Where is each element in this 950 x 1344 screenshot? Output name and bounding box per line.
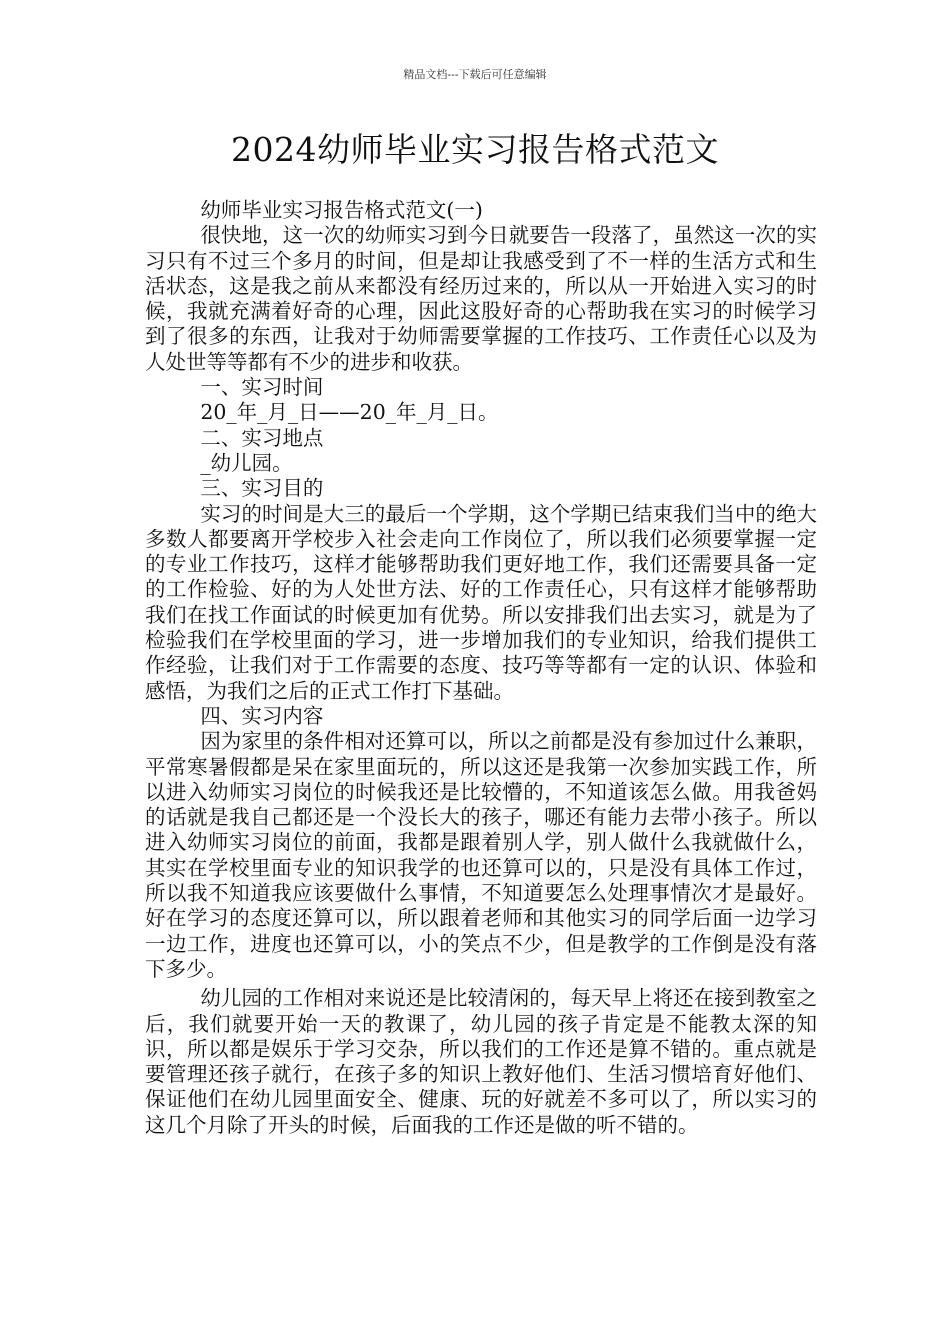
content-paragraph: 因为家里的条件相对还算可以，所以之前都是没有参加过什么兼职，平常寒暑假都是呆在家里面玩的，所以这还是我第一次参加实践工作，所以进入幼师实习岗位的时候我还是比较懵的，不知道该怎么做。用我爸妈的话就是我自己都还是一个没长大的孩子，哪还有能力去带小孩子。所以进入幼师实习岗位的前面，我都是跟着别人学，别人做什么我就做什么，其实在学校里面专业的知识我学的也还算可以的，只是没有具体工作过，所以我不知道我应该要做什么事情，不知道要怎么处理事情次才是最好。好在学习的态度还算可以，所以跟着老师和其他实习的同学后面一边学习一边工作，进度也还算可以，小的笑点不少，但是教学的工作倒是没有落下多少。 — [145, 729, 817, 981]
section-heading-content: 四、实习内容 — [200, 703, 324, 728]
section-heading-time: 一、实习时间 — [200, 375, 324, 400]
place-paragraph: _幼儿园。 — [200, 450, 293, 475]
time-paragraph: 20_年_月_日——20_年_月_日。 — [200, 400, 499, 425]
document-body — [145, 198, 817, 1138]
intro-paragraph: 很快地，这一次的幼师实习到今日就要告一段落了，虽然这一次的实习只有不过三个多月的时间，但是却让我感受到了不一样的生活方式和生活状态，这是我之前从来都没有经历过来的，所以从一开始进入实习的时候，我就充满着好奇的心理，因此这股好奇的心帮助我在实习的时候学习到了很多的东西，让我对于幼师需要掌握的工作技巧、工作责任心以及为人处世等等都有不少的进步和收获。 — [145, 223, 817, 374]
header-note: 精品文档---下载后可任意编辑 — [403, 68, 547, 81]
document-title: 2024幼师毕业实习报告格式范文 — [231, 130, 719, 169]
content-paragraph-2: 幼儿园的工作相对来说还是比较清闲的，每天早上将还在接到教室之后，我们就要开始一天的教课了，幼儿园的孩子肯定是不能教太深的知识，所以都是娱乐于学习交杂，所以我们的工作还是算不错的。重点就是要管理还孩子就行，在孩子多的知识上教好他们、生活习惯培育好他们、保证他们在幼儿园里面安全、健康、玩的好就差不多可以了，所以实习的这几个月除了开头的时候，后面我的工作还是做的听不错的。 — [145, 986, 817, 1137]
section-heading-purpose: 三、实习目的 — [200, 476, 324, 501]
purpose-paragraph: 实习的时间是大三的最后一个学期，这个学期已结束我们当中的绝大多数人都要离开学校步入社会走向工作岗位了，所以我们必须要掌握一定的专业工作技巧，这样才能够帮助我们更好地工作，我们还需要具备一定的工作检验、好的为人处世方法、好的工作责任心，只有这样才能够帮助我们在找工作面试的时候更加有优势。所以安排我们出去实习，就是为了检验我们在学校里面的学习，进一步增加我们的专业知识，给我们提供工作经验，让我们对于工作需要的态度、技巧等等都有一定的认识、体验和感悟，为我们之后的正式工作打下基础。 — [145, 501, 817, 703]
section-heading-place: 二、实习地点 — [200, 425, 324, 450]
subtitle-paragraph: 幼师毕业实习报告格式范文(一) — [200, 198, 483, 222]
